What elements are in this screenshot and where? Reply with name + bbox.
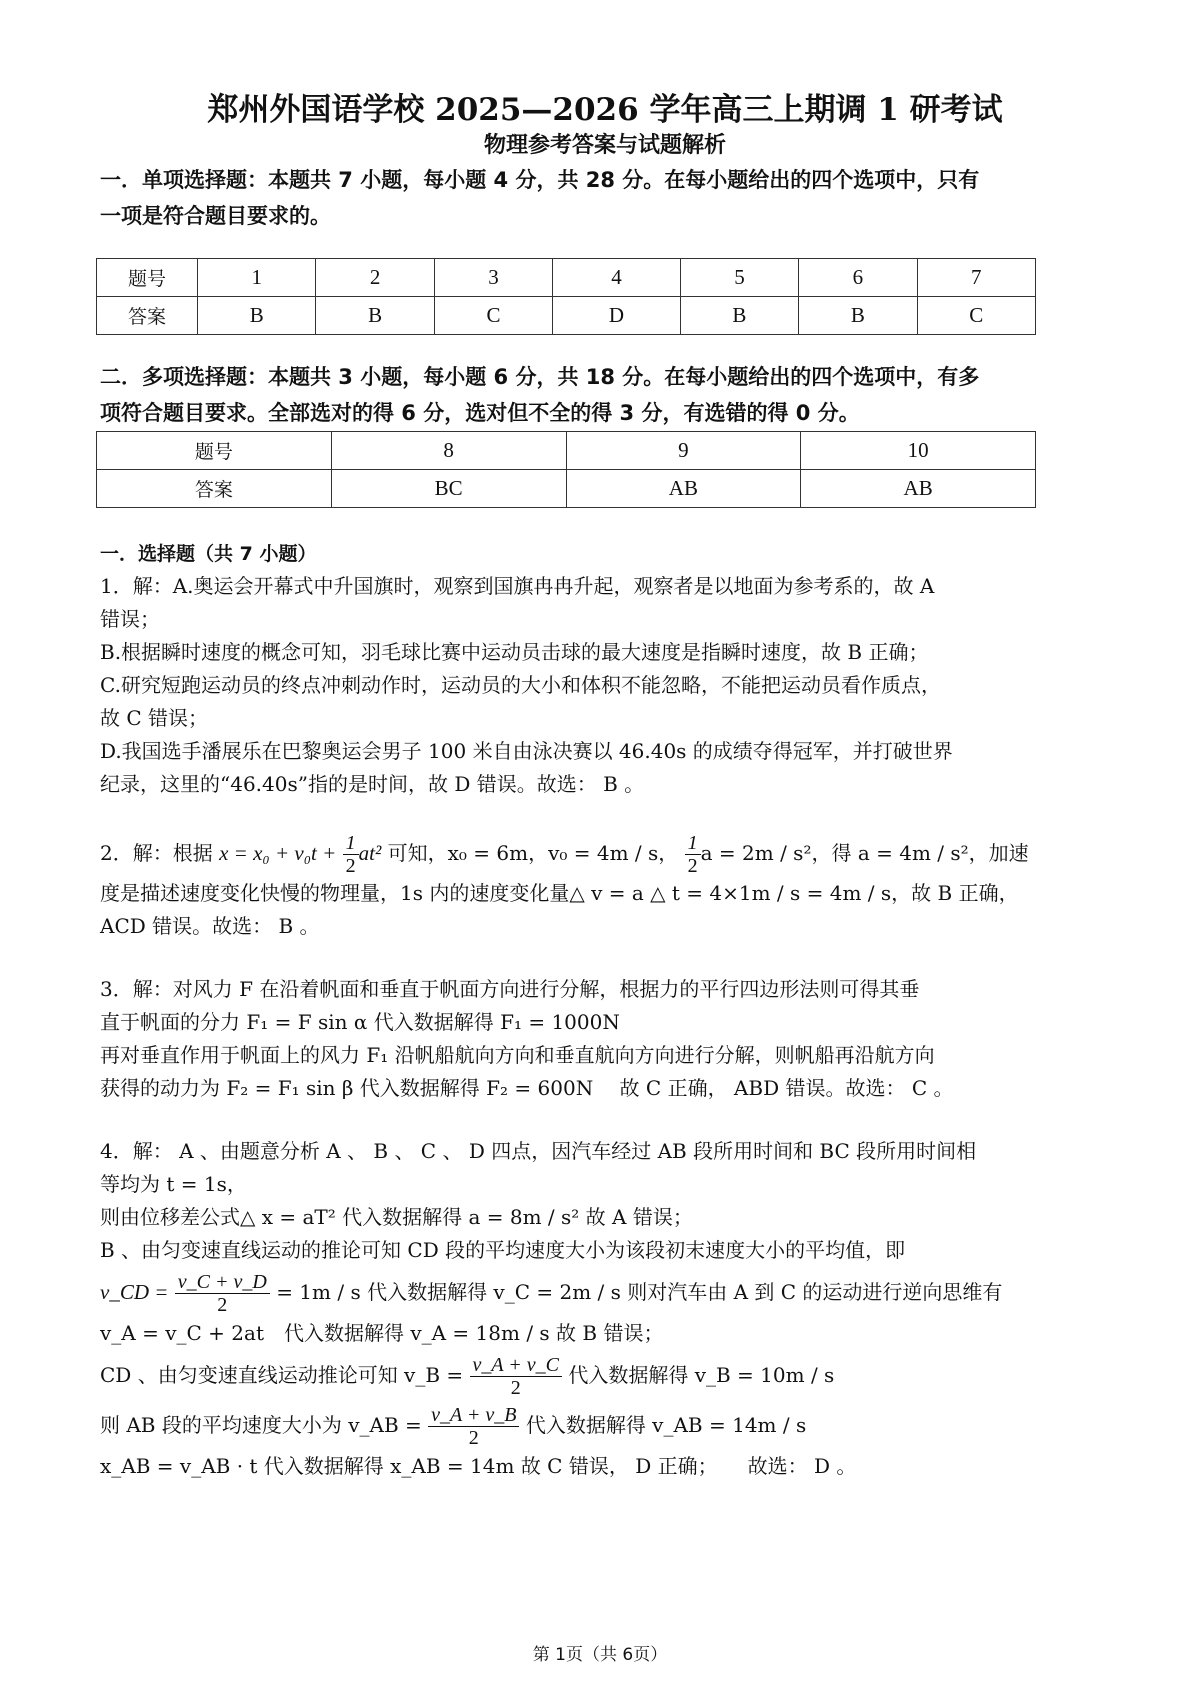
solution-text: 2．解：根据	[100, 841, 213, 865]
solution-line: 错误；	[100, 607, 160, 631]
fraction	[175, 1271, 270, 1316]
solution-line: 4．解： A 、由题意分析 A 、 B 、 C 、 D 四点，因汽车经过 AB 段所用时间和 BC 段所用时间相	[100, 1139, 977, 1163]
section1-heading-line2: 一项是符合题目要求的。	[100, 204, 331, 228]
document-page	[100, 90, 1110, 1483]
analysis-heading: 一．选择题（共 7 小题）	[100, 543, 317, 565]
solution-text: = 1m / s 代入数据解得 v_C = 2m / s 则对汽车由 A 到 C 的运动进行逆向思维有	[276, 1280, 1003, 1304]
table-row	[97, 432, 1036, 470]
solution-line	[100, 1267, 1110, 1317]
fraction-numerator: v_A + v_C	[470, 1354, 562, 1377]
fraction	[470, 1354, 562, 1399]
solution-line: D.我国选手潘展乐在巴黎奥运会男子 100 米自由泳决赛以 46.40s 的成绩夺得冠军，并打破世界	[100, 739, 953, 763]
solution-text: 代入数据解得 v_B = 10m / s	[568, 1363, 835, 1387]
table-cell: 7	[917, 259, 1035, 297]
table-row	[97, 470, 1036, 508]
table-cell: 4	[553, 259, 681, 297]
table-cell: D	[553, 297, 681, 335]
solution-line	[100, 831, 1110, 877]
table-cell: 2	[316, 259, 434, 297]
question-3-solution	[100, 973, 1110, 1105]
fraction-denominator: 2	[468, 1427, 479, 1449]
solution-text: CD 、由匀变速直线运动推论可知 v_B =	[100, 1363, 464, 1387]
solution-line: 再对垂直作用于帆面上的风力 F₁ 沿帆船航向方向和垂直航向方向进行分解，则帆船再沿航方向	[100, 1043, 935, 1067]
fraction-numerator: 1	[343, 832, 359, 855]
solution-text: 代入数据解得 v_AB = 14m / s	[525, 1413, 807, 1437]
page-number-footer: 第 1页（共 6页）	[532, 1645, 668, 1665]
table-cell: C	[434, 297, 552, 335]
table-cell: B	[316, 297, 434, 335]
solution-text: a = 2m / s²，得 a = 4m / s²，加速	[700, 841, 1029, 865]
section1-heading-line1: 一．单项选择题：本题共 7 小题，每小题 4 分，共 28 分。在每小题给出的四个选项中，只有	[100, 168, 980, 192]
fraction	[685, 832, 701, 877]
solution-line: ACD 错误。故选： B 。	[100, 914, 320, 938]
fraction-denominator: 2	[510, 1377, 521, 1399]
fraction-numerator: v_C + v_D	[175, 1271, 270, 1294]
formula: v_CD =	[100, 1280, 169, 1304]
table-cell: 8	[331, 432, 566, 470]
table-cell: B	[799, 297, 917, 335]
solution-line: 则由位移差公式△ x = aT² 代入数据解得 a = 8m / s² 故 A 错误；	[100, 1205, 693, 1229]
table-cell-label: 答案	[97, 297, 198, 335]
solution-line	[100, 1350, 1110, 1400]
table-cell: 5	[680, 259, 798, 297]
page-title: 郑州外国语学校 2025—2026 学年高三上期调 1 研考试	[207, 92, 1003, 128]
question-4-solution	[100, 1135, 1110, 1483]
table-cell: AB	[801, 470, 1036, 508]
table-cell-label: 题号	[97, 259, 198, 297]
table-row	[97, 297, 1036, 335]
table-cell: C	[917, 297, 1035, 335]
question-2-solution	[100, 831, 1110, 943]
table-cell: 6	[799, 259, 917, 297]
table-cell: B	[198, 297, 316, 335]
solution-line: B 、由匀变速直线运动的推论可知 CD 段的平均速度大小为该段初末速度大小的平均值，即	[100, 1238, 906, 1262]
formula: x = x₀ + v₀t +	[219, 841, 337, 865]
fraction-numerator: v_A + v_B	[428, 1404, 519, 1427]
solution-line: x_AB = v_AB · t 代入数据解得 x_AB = 14m 故 C 错误， D 正确； 故选： D 。	[100, 1454, 857, 1478]
table-cell: 9	[566, 432, 801, 470]
page-subtitle: 物理参考答案与试题解析	[483, 133, 726, 158]
section2-heading-line2: 项符合题目要求。全部选对的得 6 分，选对但不全的得 3 分，有选错的得 0 分。	[100, 401, 860, 425]
solution-line: v_A = v_C + 2at 代入数据解得 v_A = 18m / s 故 B 错误；	[100, 1321, 664, 1345]
solution-line	[100, 1400, 1110, 1450]
fraction	[343, 832, 359, 877]
section2-answer-table	[96, 431, 1036, 508]
solution-line: 故 C 错误；	[100, 706, 209, 730]
fraction-denominator: 2	[345, 855, 356, 877]
solution-text: 可知，x₀ = 6m，v₀ = 4m / s，	[387, 841, 679, 865]
solution-line: 3．解：对风力 F 在沿着帆面和垂直于帆面方向进行分解，根据力的平行四边形法则可得其垂	[100, 977, 920, 1001]
table-cell: 3	[434, 259, 552, 297]
fraction-denominator: 2	[687, 855, 698, 877]
solution-line: B.根据瞬时速度的概念可知，羽毛球比赛中运动员击球的最大速度是指瞬时速度，故 B 正确；	[100, 640, 929, 664]
section1-answer-table	[96, 258, 1036, 335]
section2-heading-line1: 二．多项选择题：本题共 3 小题，每小题 6 分，共 18 分。在每小题给出的四个选项中，有多	[100, 365, 980, 389]
solution-line: 度是描述速度变化快慢的物理量，1s 内的速度变化量△ v = a △ t = 4×1m / s = 4m / s，故 B 正确，	[100, 881, 1019, 905]
table-cell-label: 题号	[97, 432, 332, 470]
solution-line: C.研究短跑运动员的终点冲刺动作时，运动员的大小和体积不能忽略，不能把运动员看作质点，	[100, 673, 941, 697]
solution-line: 等均为 t = 1s，	[100, 1172, 247, 1196]
solution-line: 1．解：A.奥运会开幕式中升国旗时，观察到国旗冉冉升起，观察者是以地面为参考系的，故 A	[100, 574, 935, 598]
table-cell: B	[680, 297, 798, 335]
solution-text: 则 AB 段的平均速度大小为 v_AB =	[100, 1413, 422, 1437]
solution-line: 纪录，这里的“46.40s”指的是时间，故 D 错误。故选： B 。	[100, 772, 645, 796]
fraction-numerator: 1	[685, 832, 701, 855]
table-cell: 10	[801, 432, 1036, 470]
table-cell: 1	[198, 259, 316, 297]
formula: at²	[358, 841, 382, 865]
table-row	[97, 259, 1036, 297]
table-cell-label: 答案	[97, 470, 332, 508]
table-cell: AB	[566, 470, 801, 508]
question-1-solution	[100, 570, 1110, 801]
table-cell: BC	[331, 470, 566, 508]
fraction	[428, 1404, 519, 1449]
solution-line: 直于帆面的分力 F₁ = F sin α 代入数据解得 F₁ = 1000N	[100, 1010, 620, 1034]
solution-line: 获得的动力为 F₂ = F₁ sin β 代入数据解得 F₂ = 600N 故 C 正确， ABD 错误。故选： C 。	[100, 1076, 954, 1100]
fraction-denominator: 2	[217, 1294, 228, 1316]
